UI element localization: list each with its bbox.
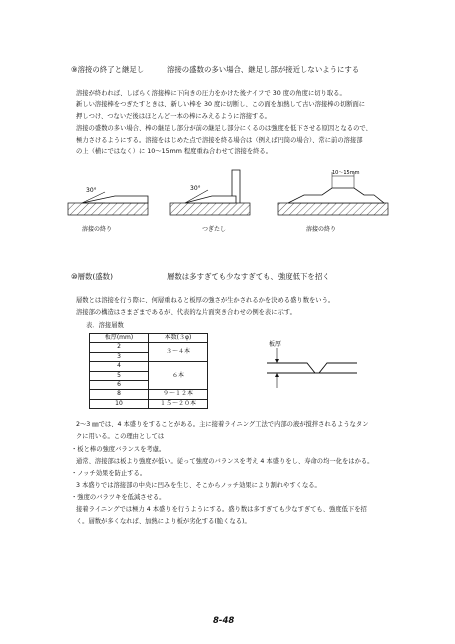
table-row [90,362,208,371]
weld-overlap-diagram [278,170,388,215]
body-line-5: ・ノッチ効果を防止する。 [71,470,147,477]
section9-line-3: 押しつけ、つないだ後はほとんど一本の棒にみえるように溶接する。 [76,113,271,120]
caption-end: 溶接の終り [82,226,113,233]
count-cell: ９～１２本 [149,390,208,399]
section10-line-2: 溶接部の構造はさまざまであるが、代表的な片面突き合わせの例を表に示す。 [76,309,296,316]
thickness-cell: 4 [90,362,149,371]
body-line-9: く。層数が多くなれば、加熱により板が劣化する(脆くなる)。 [76,518,251,525]
table-header-row [90,334,208,343]
table-row [90,399,208,408]
header-count: 本数(３φ) [149,334,208,343]
section10-subtitle: 層数は多すぎても少なすぎても、強度低下を招く [167,272,330,281]
section9-subtitle: 溶接の盛数の多い場合、継足し部が接近しないようにする [167,65,360,74]
thickness-cell: 10 [90,399,149,408]
thickness-cell: 8 [90,390,149,399]
plate-thickness-label: 板厚 [269,341,282,348]
thickness-cell: 3 [90,352,149,361]
count-cell: ３～４本 [149,343,208,362]
thickness-cell: 2 [90,343,149,352]
section9-line-4: 溶接の盛数の多い場合、棒の継足し部分が前の継足し部分にくるのは強度を低下させる原因となるので、 [76,125,372,132]
section9-line-2: 新しい溶接棒をつぎたすときは、新しい棒を 30 度に切断し、この面を加熱して古い溶接棒の切断面に [76,101,366,108]
section9-line-5: 極力さけるようにする。溶接をはじめた点で溶接を終る場合は（例えば円筒の場合）、常に前の溶接部 [76,137,363,144]
section9-line-6: の上（横にではなく）に 10～15mm 程度重ね合わせて溶接を終る。 [76,148,273,155]
caption-overlap: 溶接の終り [306,226,337,233]
count-cell: ６本 [149,362,208,390]
body-line-2: クに用いる。この理由としては [76,433,165,440]
body-line-1: 2～3 ㎜では、4 本盛りをすることがある。主に接着ライニング工法で内部の液が撹拌されるようなタン [76,421,369,428]
body-line-6: 3 本盛りでは溶接部の中央に凹みを生じ、そこからノッチ効果により割れやすくなる。 [76,482,321,489]
section10-line-1: 層数とは溶接を行う際に、何層重ねると板厚の強さが生かされるかを決める盛り数をいう。 [76,297,335,304]
table-caption: 表．溶接層数 [86,322,124,329]
page-number: 8-48 [213,616,235,626]
section9-title: ⑨溶接の終了と継足し [71,65,145,74]
weld-splice-angle: 30° [190,185,201,192]
thickness-cell: 5 [90,371,149,380]
weld-splice-diagram [170,170,250,215]
groove-diagram [255,338,365,398]
overlap-dimension: 10～15mm [332,170,360,176]
count-cell: １５～２０本 [149,399,208,408]
section9-line-1: 溶接が終われば、しばらく溶接棒に下向きの圧力をかけた後ナイフで 30 度の角度に切り取る。 [76,90,346,97]
weld-diagrams [60,168,400,240]
weld-end-diagram [68,187,148,215]
weld-end-angle: 30° [86,187,97,194]
layer-table [89,333,208,409]
header-thickness: 板厚(mm) [90,334,149,343]
body-line-8: 接着ライニングでは極力 4 本盛りを行うようにする。盛り数は多すぎても少なすぎても、強度低下を招 [76,506,367,513]
body-line-7: ・強度のバラツキを低減させる。 [71,494,166,501]
body-line-3: ・板と棒の強度バランスを考慮。 [71,446,166,453]
thickness-cell: 6 [90,381,149,390]
table-row [90,390,208,399]
table-row [90,343,208,352]
caption-splice: つぎたし [202,226,227,233]
section10-title: ⑩層数(盛数) [71,272,113,281]
body-line-4: 通常、溶接部は板より強度が低い。従って強度のバランスを考え 4 本盛りをし、寿命の均一化をはかる。 [76,458,374,465]
